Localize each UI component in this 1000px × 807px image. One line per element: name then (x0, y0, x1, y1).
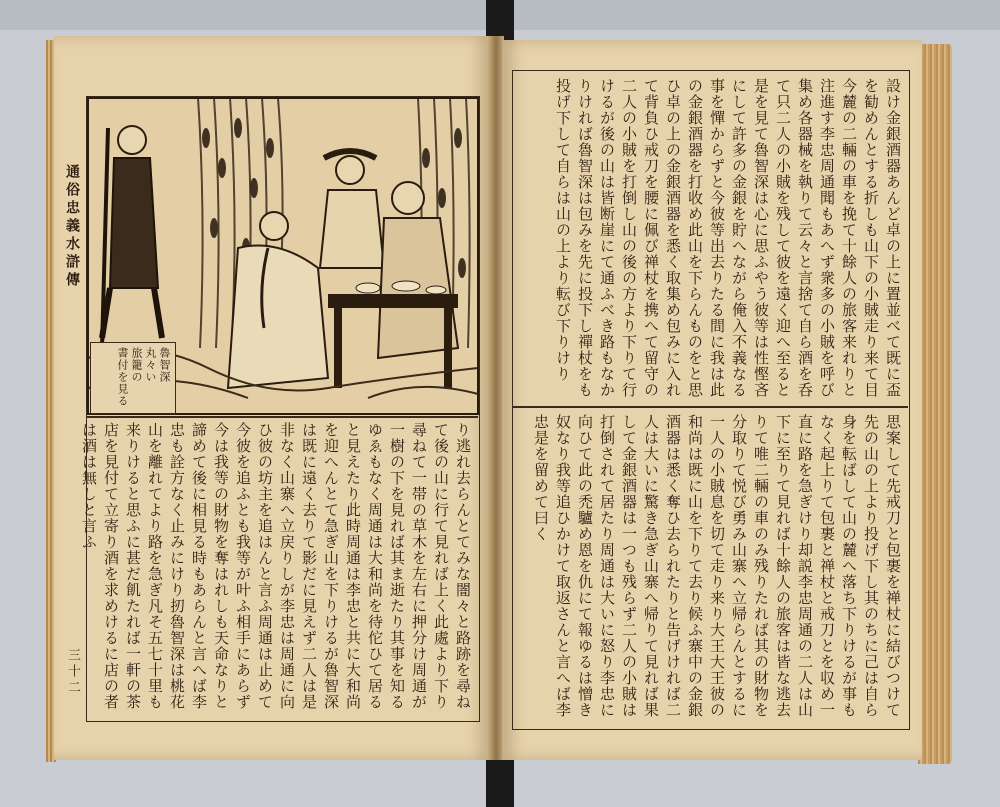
book-page-edges-right (918, 44, 952, 764)
caption-line: 旅籠の (130, 347, 143, 383)
left-page-text: り逃れ去らんとてみな闇々と路跡を尋ねて後の山に行て見れば上く此處より下り尋ねて一帯の草木を左右に押分け周通が一樹の下を見れば其ま逝たり其事を知るゆゑもなく周通は大和尚を待佗ひて居ると見えたり此時周通は李忠と共に大和尚を迎へんとて急ぎ山を下りけるが魯智深は既に遠く去りて影だに見えず二人は是非なく山寨へ立戻りしが李忠は周通に向ひ彼の坊主を追はんと言ふ周通は止めて今彼を追ふとも我等が叶ふ相手にあらず今は我等の財物を奪はれしも天命なりと諦めて後に相見る時もあらんと言へば李忠も詮方なく止みにけり扨魯智深は桃花山を離れてより路を急ぎ凡そ五七十里も来りけると思ふに甚だ飢たれば一軒の茶店を見付て立寄り酒を求めけるに店の者は酒は無しと言ふ (80, 422, 472, 710)
right-page (502, 40, 922, 760)
right-page-upper-text: 設け金銀酒器あんど卓の上に置並べて既に盃を勧めんとする折しも山下の小賊走り来て目今麓の二輛の車を挽て十餘人の旅客来れりと注進す李忠周通聞もあへず衆多の小賊を呼び集め各器械を執りて云々と言捨て自ら酒を呑て只二人の小賊を残して彼を遠く迎へ至ると是を見て魯智深は心に思ふやう彼等は性慳吝にして許多の金銀を貯へながら俺入不義なる事を憚からずと今彼等出去りたる間に我は此の金銀酒器を打收め此山を下らんものをと思ひ卓の上の金銀酒器を悉く取集め包みに入れて背負ひ戒刀を腰に佩び禅杖を携へて留守の二人の小賊を打倒し山の後の方より下りて行けるが後の山は皆断崖にて通ふべき路もなかりければ魯智深は包みを先に投下し禪杖をも投げ下して自らは山の上より転び下りけり (554, 78, 902, 398)
spine-clip-top (486, 0, 514, 40)
caption-line: 書付を見る (116, 347, 129, 407)
caption-line: 丸々い (144, 347, 157, 383)
illustration-caption (90, 342, 176, 414)
page-number: 三十二 (65, 648, 80, 696)
spine-clip-bottom (486, 760, 514, 807)
right-page-lower-text: 思案して先戒刀と包裹を禅杖に結びつけて先の山の上より投げ下し其のちに己は自ら身を転ばして山の麓へ落ち下りけるが事もなく起上りて包裹と禅杖と戒刀とを収め一直に路を急ぎけり却説李忠周通の二人は山下に至りて見れば十餘人の旅客は皆な逃去りて唯二輛の車のみ残りたれば其の財物を分取りて悦び勇み山寨へ立帰らんとするに一人の小賊息を切て走り来り大王大王彼の和尚は既に山を下りて去り候ふ寨中の金銀酒器は悉く奪ひ去られたりと告げければ二人は大いに驚き急ぎ山寨へ帰りて見れば果して金銀酒器は一つも残らず二人の小賊は打倒されて居たり周通は大いに怒り李忠に向ひて此の禿驢め恩を仇にて報ゆるは憎き奴なり我等追ひかけて取返さんと言へば李忠是を留めて曰く (532, 414, 902, 718)
caption-line: 魯智深 (158, 347, 171, 383)
left-page (54, 36, 490, 760)
series-title: 通俗忠義水滸傳 (64, 164, 80, 290)
section-divider (512, 406, 908, 408)
section-divider (86, 416, 478, 418)
